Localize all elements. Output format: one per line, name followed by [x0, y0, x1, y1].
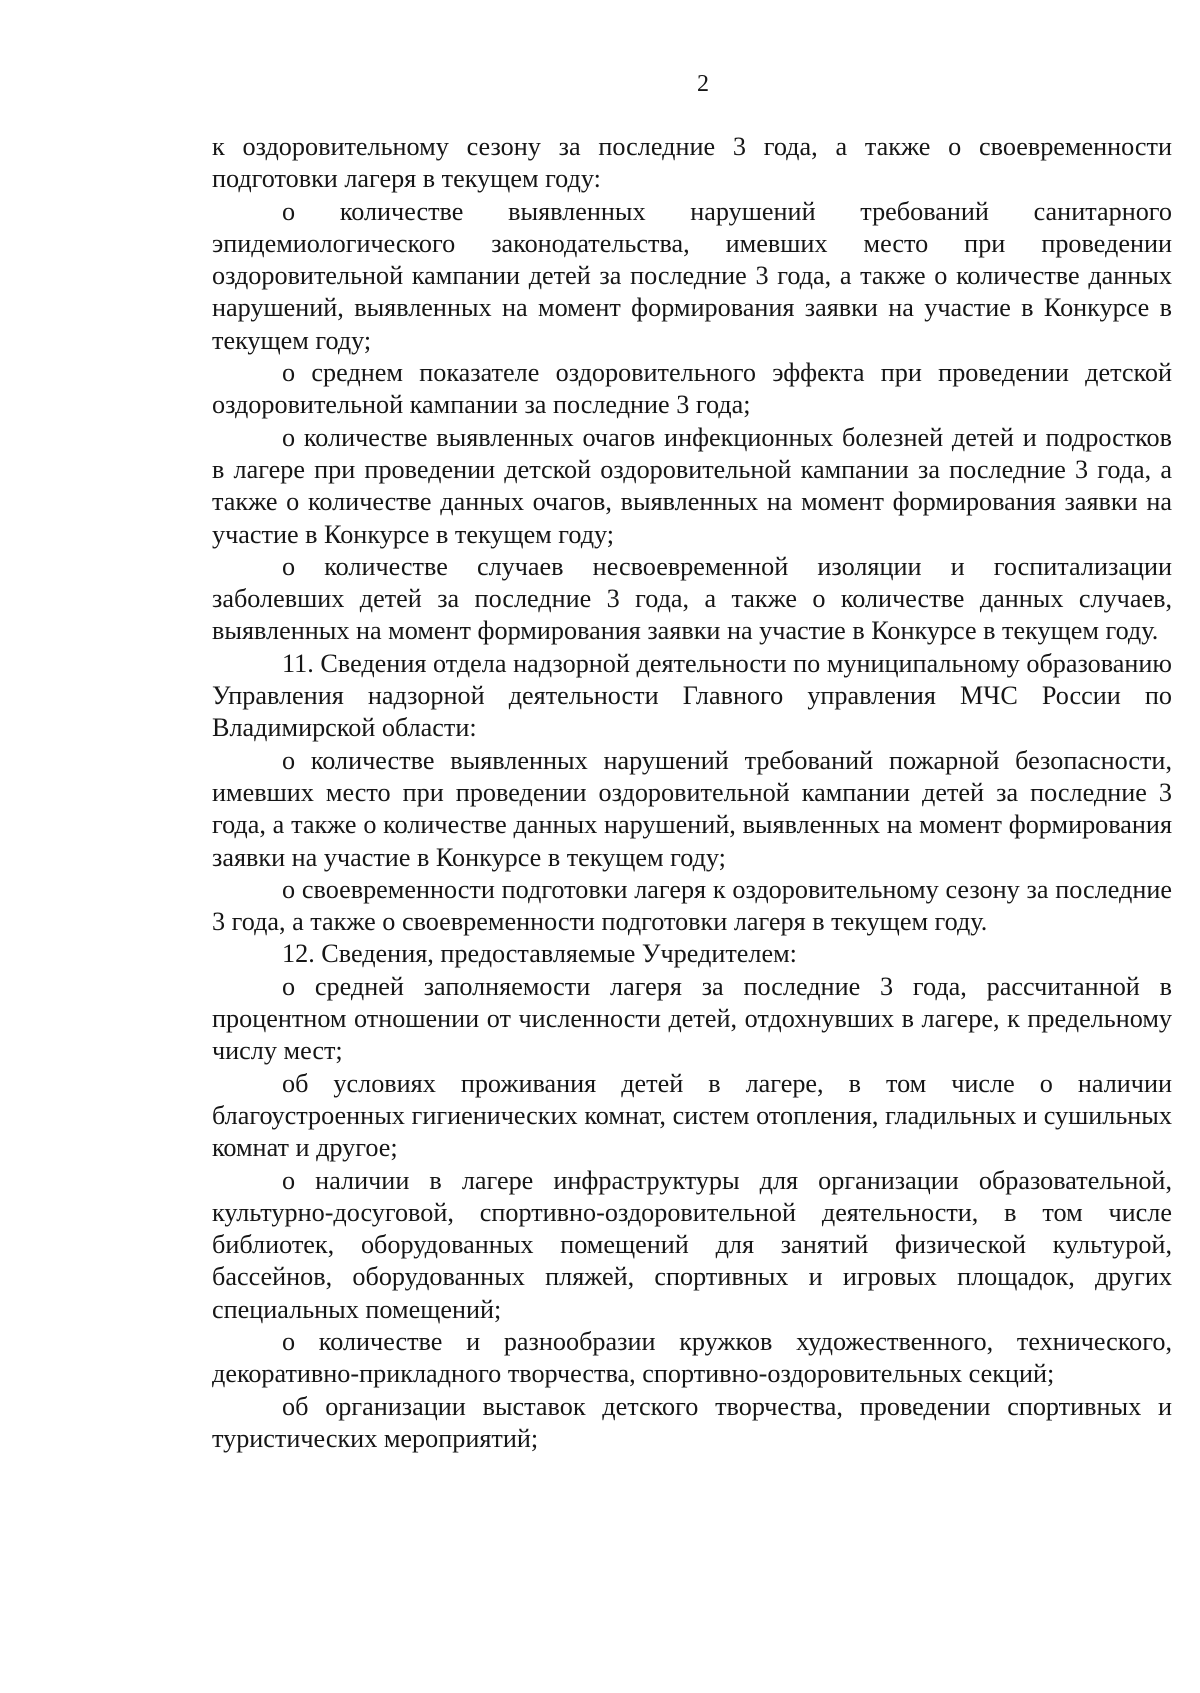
paragraph-2: о количестве выявленных нарушений требований санитарного эпидемиологического законодательства, имевших место при проведении оздоровительной кампании детей за последние 3 года, а также о количестве данных нарушений, выявленных на момент формирования заявки на участие в Конкурсе в текущем году; [212, 196, 1172, 355]
paragraph-14: об организации выставок детского творчества, проведении спортивных и туристических мероприятий; [212, 1391, 1172, 1453]
paragraph-7: о количестве выявленных нарушений требований пожарной безопасности, имевших место при проведении оздоровительной кампании детей за последние 3 года, а также о количестве данных нарушений, выявленных на момент формирования заявки на участие в Конкурсе в текущем году; [212, 745, 1172, 872]
paragraph-1: к оздоровительному сезону за последние 3 года, а также о своевременности подготовки лагеря в текущем году: [212, 132, 1172, 194]
paragraph-3: о среднем показателе оздоровительного эффекта при проведении детской оздоровительной кампании за последние 3 года; [212, 358, 1172, 420]
paragraph-13: о количестве и разнообразии кружков художественного, технического, декоративно-прикладного творчества, спортивно-оздоровительных секций; [212, 1326, 1172, 1389]
page-number: 2 [697, 71, 709, 97]
paragraph-5: о количестве случаев несвоевременной изоляции и госпитализации заболевших детей за последние 3 года, а также о количестве данных случаев, выявленных на момент формирования заявки на участие в Конкурсе в текущем году. [212, 551, 1172, 646]
document-body [212, 131, 1172, 1455]
paragraph-6: 11. Сведения отдела надзорной деятельности по муниципальному образованию Управления надзорной деятельности Главного управления МЧС России по Владимирской области: [212, 648, 1172, 743]
paragraph-10: о средней заполняемости лагеря за последние 3 года, рассчитанной в процентном отношении от численности детей, отдохнувших в лагере, к предельному числу мест; [212, 971, 1172, 1066]
paragraph-12: о наличии в лагере инфраструктуры для организации образовательной, культурно-досуговой, спортивно-оздоровительной деятельности, в том числе библиотек, оборудованных помещений для занятий физической культурой, бассейнов, оборудованных пляжей, спортивных и игровых площадок, других специальных помещений; [212, 1165, 1172, 1324]
paragraph-11: об условиях проживания детей в лагере, в том числе о наличии благоустроенных гигиенических комнат, систем отопления, гладильных и сушильных комнат и другое; [212, 1068, 1172, 1163]
paragraph-8: о своевременности подготовки лагеря к оздоровительному сезону за последние 3 года, а также о своевременности подготовки лагеря в текущем году. [212, 874, 1172, 937]
paragraph-9: 12. Сведения, предоставляемые Учредителем: [282, 939, 797, 969]
paragraph-4: о количестве выявленных очагов инфекционных болезней детей и подростков в лагере при проведении детской оздоровительной кампании за последние 3 года, а также о количестве данных очагов, выявленных на момент формирования заявки на участие в Конкурсе в текущем году; [212, 422, 1172, 549]
